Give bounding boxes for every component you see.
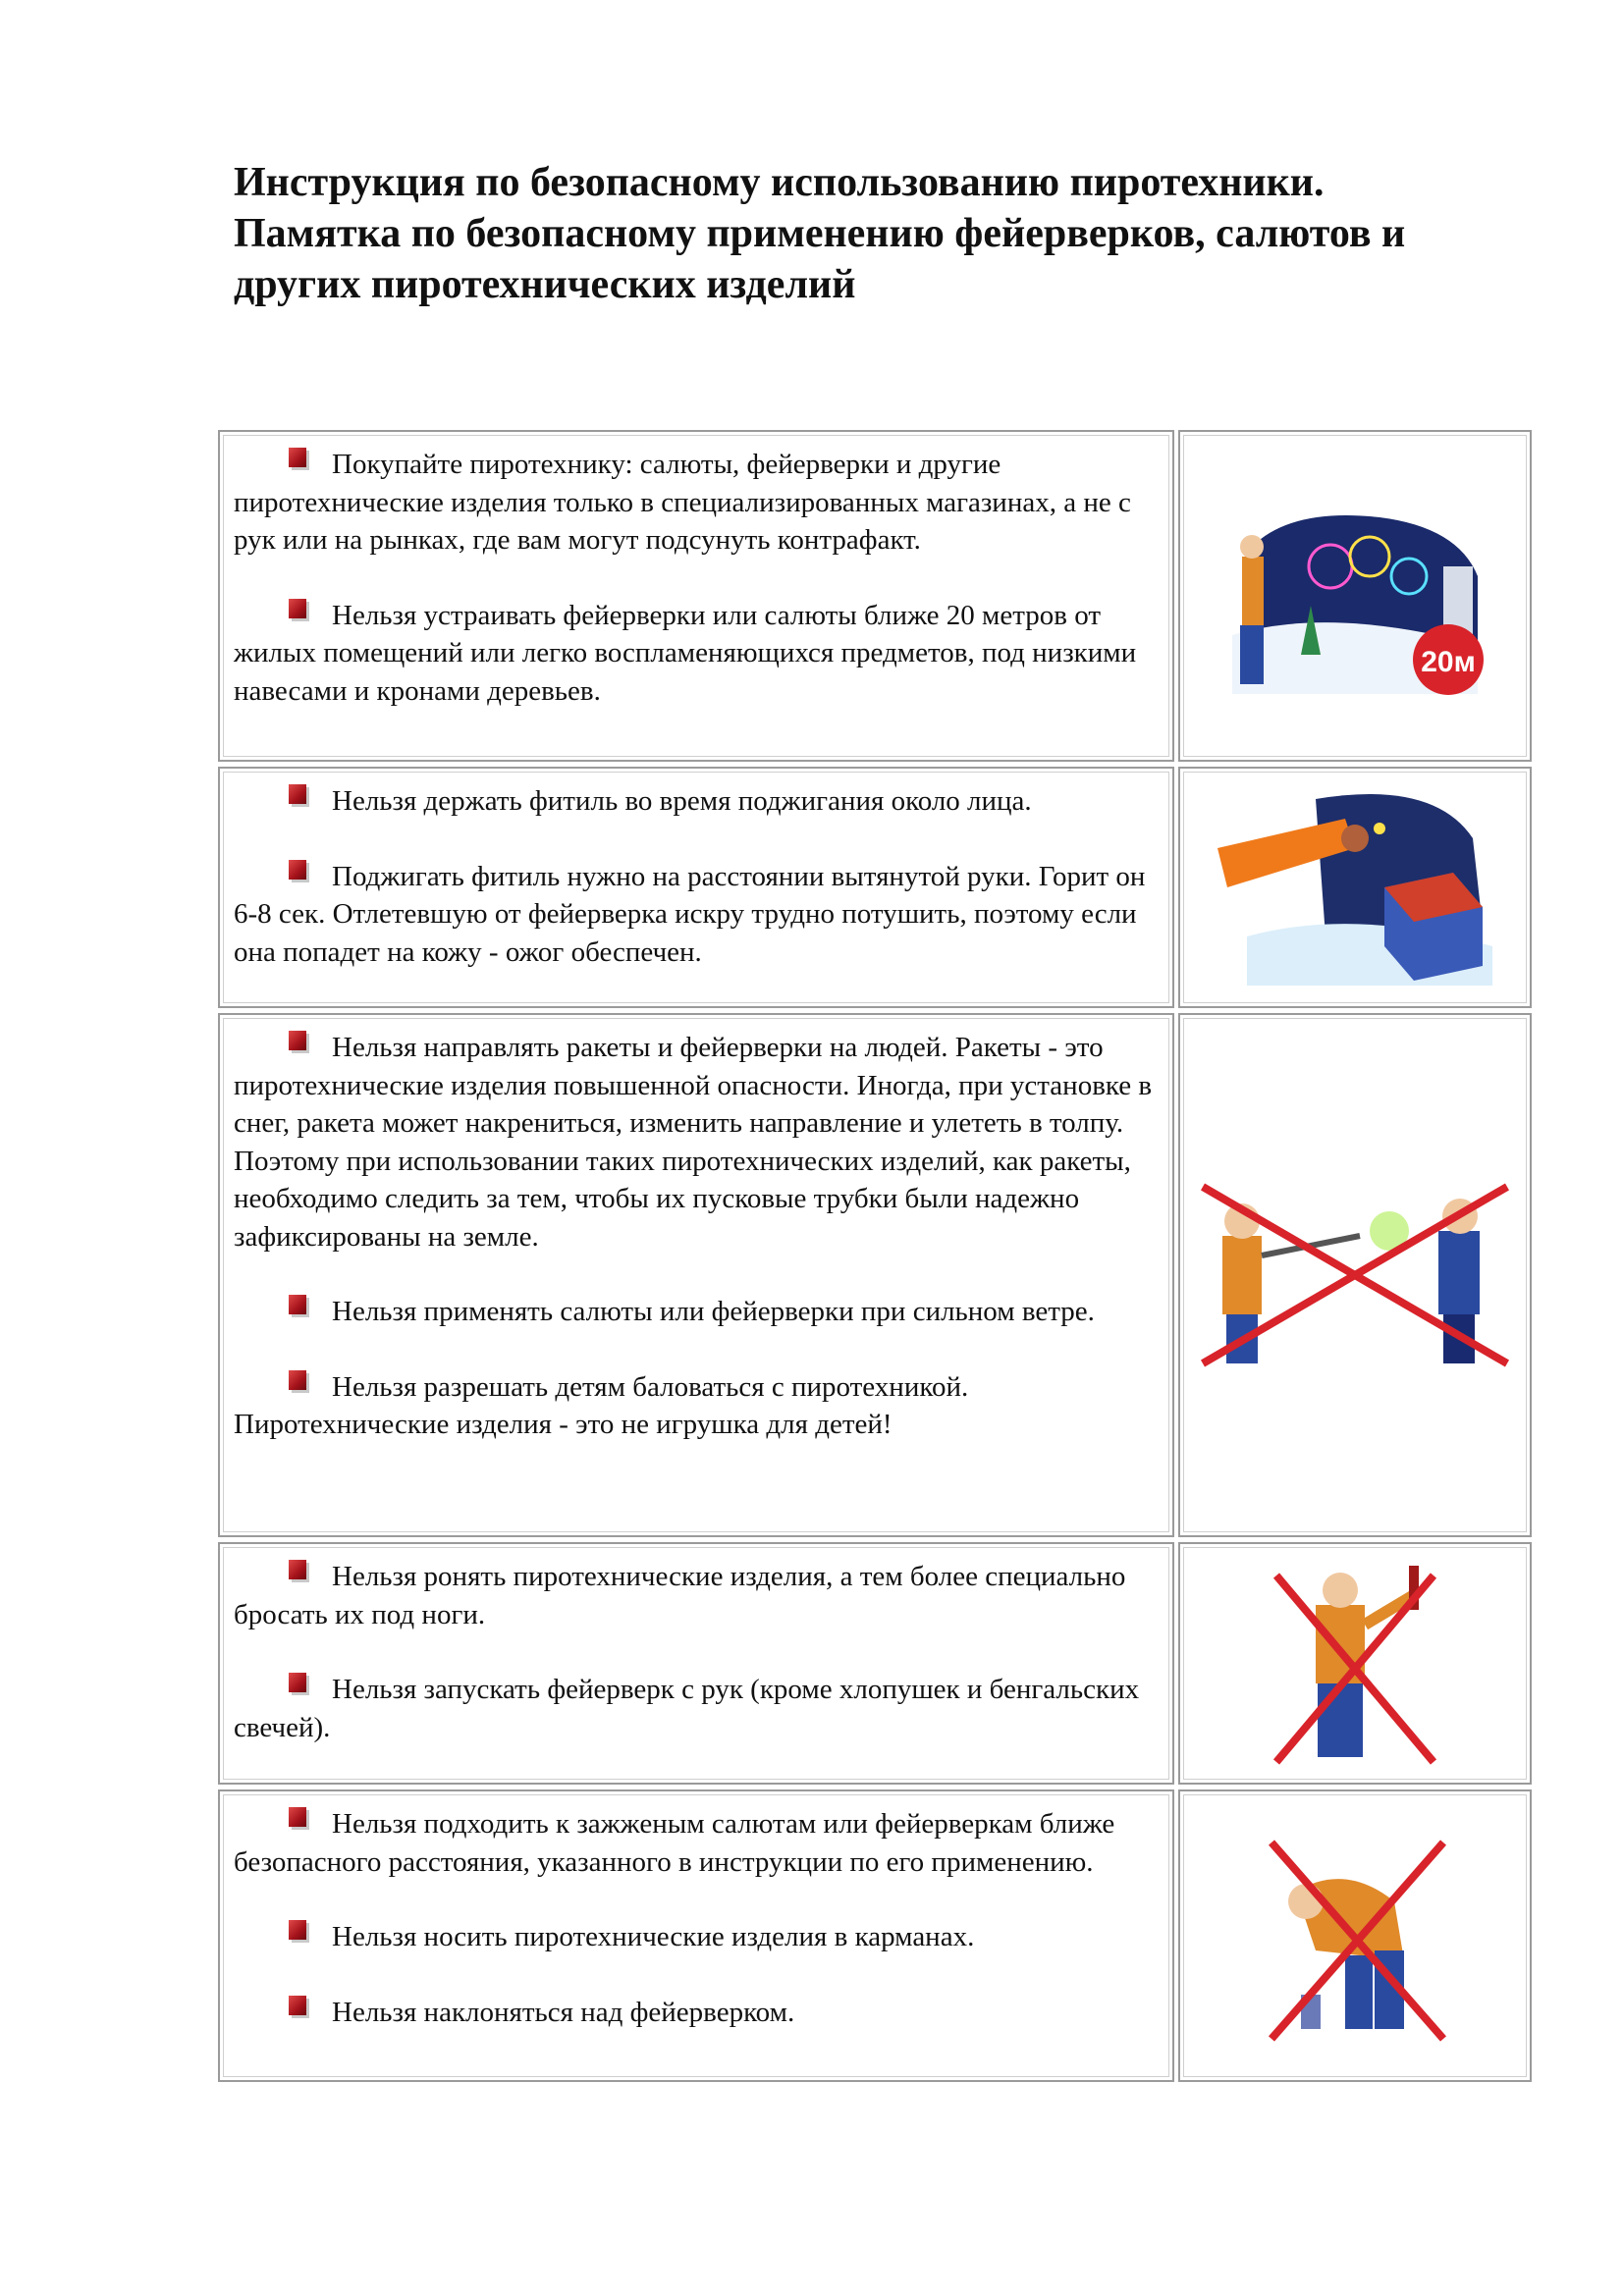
- list-item: Нельзя ронять пиротехнические изделия, а тем более специально бросать их под ноги.: [234, 1561, 1126, 1630]
- list-item: Нельзя подходить к зажженым салютам или фейерверкам ближе безопасного расстояния, указанного в инструкции по его применению.: [234, 1808, 1115, 1878]
- table-row: [218, 430, 1532, 762]
- bullet-icon: [289, 1031, 306, 1050]
- row-text-cell: [218, 430, 1174, 762]
- bullet-icon: [289, 1560, 306, 1579]
- table-row: [218, 1013, 1532, 1537]
- bullet-icon: [289, 1920, 306, 1940]
- bullet-icon: [289, 1807, 306, 1827]
- list-item: Покупайте пиротехнику: салюты, фейерверки и другие пиротехнические изделия только в специализированных магазинах, а не с рук или на рынках, где вам могут подсунуть контрафакт.: [234, 449, 1131, 556]
- page-title: Инструкция по безопасному использованию пиротехники. Памятка по безопасному применению фейерверков, салютов и других пиротехнических изделий: [234, 160, 1406, 307]
- row-text-cell: [218, 1542, 1174, 1785]
- row-text-cell: [218, 1013, 1174, 1537]
- bullet-icon: [289, 1295, 306, 1314]
- row-text-cell: [218, 1789, 1174, 2082]
- bullet-icon: [289, 1673, 306, 1692]
- bullet-icon: [289, 784, 306, 804]
- safe-distance-illustration: [1178, 430, 1532, 762]
- list-item: Нельзя применять салюты или фейерверки при сильном ветре.: [234, 1293, 1163, 1331]
- bullet-icon: [289, 1370, 306, 1390]
- lighting-fuse-illustration: [1178, 767, 1532, 1008]
- list-item: Нельзя устраивать фейерверки или салюты ближе 20 метров от жилых помещений или легко воспламеняющихся предметов, под низкими навесами и кронами деревьев.: [234, 599, 1137, 707]
- no-aiming-at-people-illustration: [1178, 1013, 1532, 1537]
- no-launch-from-hands-illustration: [1178, 1542, 1532, 1785]
- table-row: [218, 767, 1532, 1008]
- no-leaning-over-illustration: [1178, 1789, 1532, 2082]
- distance-badge: 20м: [1421, 646, 1476, 678]
- row-text-cell: [218, 767, 1174, 1008]
- bullet-icon: [289, 448, 306, 467]
- list-item: Нельзя наклоняться над фейерверком.: [234, 1994, 1163, 2032]
- bullet-icon: [289, 1996, 306, 2015]
- bullet-icon: [289, 599, 306, 618]
- list-item: Нельзя направлять ракеты и фейерверки на людей. Ракеты - это пиротехнические изделия повышенной опасности. Иногда, при установке в снег, ракета может накрениться, изменить направление и улететь в толпу. Поэтому при использовании таких пиротехнических изделий, как ракеты, необходимо следить за тем, чтобы их пусковые трубки были надежно зафиксированы на земле.: [234, 1032, 1153, 1253]
- bullet-icon: [289, 860, 306, 880]
- list-item: Нельзя держать фитиль во время поджигания около лица.: [234, 782, 1163, 821]
- table-row: [218, 1789, 1532, 2082]
- list-item: Нельзя разрешать детям баловаться с пиротехникой. Пиротехнические изделия - это не игрушка для детей!: [234, 1370, 969, 1440]
- table-row: [218, 1542, 1532, 1785]
- list-item: Нельзя запускать фейерверк с рук (кроме хлопушек и бенгальских свечей).: [234, 1674, 1140, 1743]
- list-item: Нельзя носить пиротехнические изделия в карманах.: [234, 1918, 1163, 1956]
- list-item: Поджигать фитиль нужно на расстоянии вытянутой руки. Горит он 6-8 сек. Отлетевшую от фейерверка искру трудно потушить, поэтому если она попадет на кожу - ожог обеспечен.: [234, 860, 1146, 968]
